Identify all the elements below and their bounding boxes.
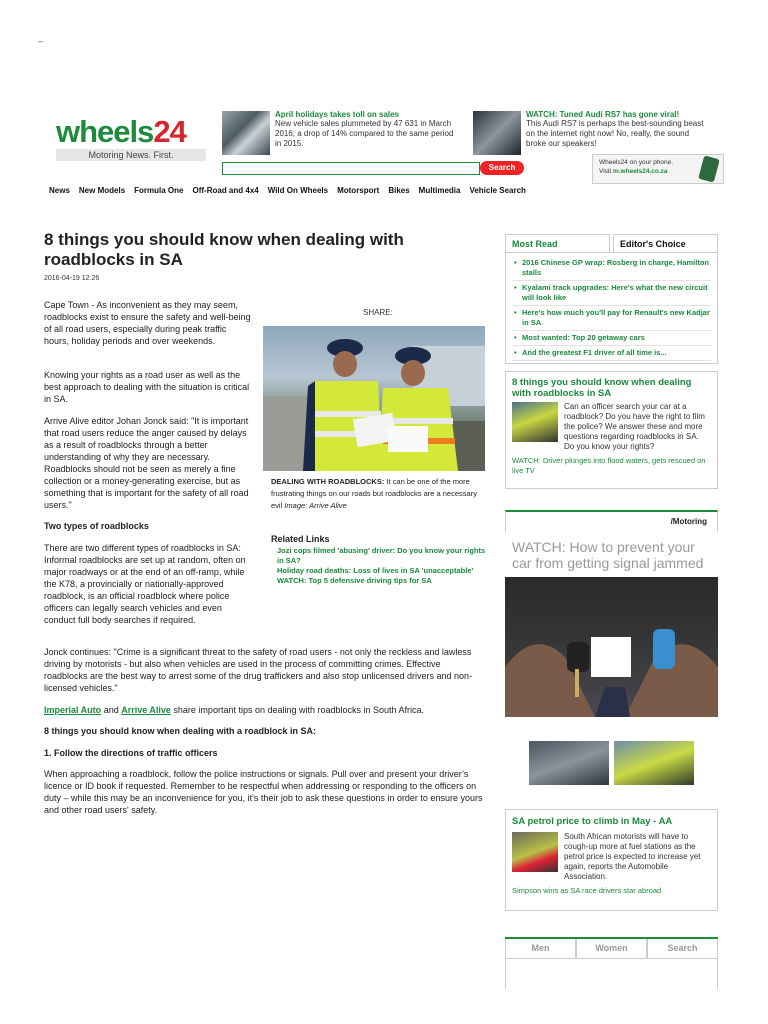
teaser-text: New vehicle sales plummeted by 47 631 in March 2016; a drop of 14% compared to the same period in 2015. (275, 119, 454, 148)
nav-wild-on-wheels[interactable]: Wild On Wheels (267, 186, 329, 195)
most-read-item[interactable]: • 2016 Chinese GP wrap: Rosberg in charge, Hamilton stalls (512, 256, 711, 281)
feature-box-petrol (505, 809, 718, 911)
article-subheading: 8 things you should know when dealing with a roadblock in SA: (44, 726, 317, 736)
article-photo (263, 326, 485, 471)
nav-vehicle-search[interactable]: Vehicle Search (469, 186, 526, 195)
nav-off-road[interactable]: Off-Road and 4x4 (192, 186, 259, 195)
feature-thumbnail[interactable] (512, 832, 558, 872)
teaser-text: This Audi RS7 is perhaps the best-sounding beast on the internet right now! No, really, the sound broke our speakers! (526, 119, 704, 148)
most-read-tabs (505, 234, 718, 252)
tab-men[interactable]: Men (505, 939, 576, 959)
article-paragraph: Jonck continues: "Crime is a significant threat to the safety of road users - not only the reckless and lawless driving by motorists - but also when vehicles are used in the process of committing crimes. Effective roadblocks are the best way to arrest some of the drug traffickers and also stop unlicensed drivers and non-licensed vehicles." (44, 647, 473, 693)
article-date: 2016-04-19 12:26 (44, 275, 100, 282)
teaser-image-sales[interactable] (222, 111, 270, 155)
mobile-site-banner[interactable] (592, 154, 724, 184)
tab-search[interactable]: Search (647, 939, 718, 959)
teaser-sales[interactable] (275, 110, 455, 149)
video-thumbnail-flood[interactable] (529, 741, 609, 785)
article-paragraph: Arrive Alive editor Johan Jonck said: "It is important that road users reduce the anger caused by delays as a result of roadblocks through a better understanding of why they are necessary. Roadblocks should not be seen as merely a fine collection or a money-generating exercise, but as something that is important for the safety of all road users." (44, 416, 249, 510)
related-link[interactable]: WATCH: Top 5 defensive driving tips for SA (277, 576, 432, 585)
video-player[interactable] (505, 577, 718, 717)
logo-wordmark: wheels24 (56, 114, 186, 149)
imperial-auto-link[interactable]: Imperial Auto (44, 705, 102, 715)
nav-formula-one[interactable]: Formula One (134, 186, 184, 195)
related-links-list (277, 546, 487, 586)
article-paragraph: Cape Town - As inconvenient as they may seem, roadblocks exist to ensure the safety and well-being of all road users, especially during peak traffic hours, holiday periods and over weekends. (44, 300, 251, 346)
feature-thumbnail[interactable] (512, 402, 558, 442)
most-read-item[interactable]: • Kyalami track upgrades: Here's what the new circuit will look like (512, 281, 711, 306)
most-read-item[interactable]: • Most wanted: Top 20 getaway cars (512, 331, 711, 346)
feature-box-roadblocks (505, 371, 718, 489)
feature-link[interactable]: Simpson wins as SA race drivers star abroad (512, 886, 662, 895)
feature-title[interactable]: SA petrol price to climb in May - AA (512, 816, 673, 827)
teaser-title[interactable]: April holidays takes toll on sales (275, 110, 400, 119)
mobile-line1: Wheels24 on your phone. (599, 159, 674, 166)
article-subheading: 1. Follow the directions of traffic officers (44, 748, 218, 758)
teaser-title[interactable]: WATCH: Tuned Audi RS7 has gone viral! (526, 110, 680, 119)
article-subheading: Two types of roadblocks (44, 521, 149, 531)
nav-new-models[interactable]: New Models (78, 186, 126, 195)
article-paragraph: Imperial Auto and Arrive Alive share important tips on dealing with roadblocks in South Africa. (44, 705, 425, 715)
main-nav (49, 186, 526, 195)
feature-link[interactable]: WATCH: Driver plunges into flood waters, gets rescued on live TV (512, 456, 706, 475)
video-thumbnail-roadblock[interactable] (614, 741, 694, 785)
photo-caption: DEALING WITH ROADBLOCKS: It can be one of the more frustrating things on our roads but roadblocks are a necessary evil Image: Arrive Alive (271, 477, 477, 510)
nav-multimedia[interactable]: Multimedia (418, 186, 461, 195)
related-link[interactable]: Jozi cops filmed 'abusing' driver: Do you know your rights in SA? (277, 546, 486, 565)
article-paragraph: When approaching a roadblock, follow the police instructions or signals. Pull over and present your driver’s licence or ID book if requested. Remember to be respectful when addressing or responding to the officers on duty – while this may be an inconvenience for you, it's their job to ask these questions in order to ensure yours and other road users' safety. (44, 769, 483, 815)
nav-bikes[interactable]: Bikes (388, 186, 410, 195)
tab-editors-choice[interactable]: Editor's Choice (613, 234, 718, 252)
nav-motorsport[interactable]: Motorsport (337, 186, 380, 195)
share-label: SHARE: (363, 308, 393, 317)
search-input[interactable] (222, 162, 480, 175)
wheels24-logo[interactable] (56, 116, 206, 164)
roadblock-officers-image (263, 326, 485, 471)
mobile-line2: Visit m.wheels24.co.za (599, 168, 668, 175)
feature-body (512, 832, 711, 882)
feature-text: South African motorists will have to cough-up more at fuel stations as the petrol price is expected to increase yet again, reports the Automobile Association. (564, 832, 701, 881)
article-title: 8 things you should know when dealing with roadblocks in SA (44, 230, 404, 269)
video-play-overlay[interactable] (591, 637, 631, 677)
feature-title[interactable]: 8 things you should know when dealing with roadblocks in SA (512, 377, 692, 399)
arrive-alive-link[interactable]: Arrive Alive (121, 705, 171, 715)
article-paragraph: Knowing your rights as a road user as well as the best approach to dealing with the situation is critical in SA. (44, 370, 250, 404)
related-link[interactable]: Holiday road deaths: Loss of lives in SA 'unacceptable' (277, 566, 474, 575)
most-read-item[interactable]: • Here's how much you'll pay for Renault's new Kadjar in SA (512, 306, 711, 331)
article-paragraph: There are two different types of roadblocks in SA: Informal roadblocks are set up at random, often on major roadways or at the end of an off-ramp, while the K78, a provincially or nationally-approved roadblock, is an official roadblock where police officers can legally search vehicles and even conduct full body searches if required. (44, 543, 246, 625)
video-section-label[interactable]: /Motoring (505, 510, 718, 532)
teaser-image-audi[interactable] (473, 111, 521, 155)
top-mark: – (38, 36, 44, 46)
teaser-audi[interactable] (526, 110, 706, 149)
feature-body (512, 402, 711, 452)
most-read-list (505, 252, 718, 364)
most-read-item[interactable]: • And the greatest F1 driver of all time is... (512, 346, 711, 361)
tab-most-read[interactable]: Most Read (505, 234, 610, 252)
related-links-heading: Related Links (271, 534, 330, 544)
video-title[interactable]: WATCH: How to prevent your car from getting signal jammed (512, 539, 704, 571)
search-button[interactable]: Search (480, 161, 524, 175)
logo-tagline: Motoring News. First. (56, 149, 206, 161)
nav-news[interactable]: News (49, 186, 70, 195)
bottom-tabs (505, 937, 718, 959)
tab-women[interactable]: Women (576, 939, 647, 959)
bottom-tab-panel (505, 959, 718, 989)
feature-text: Can an officer search your car at a roadblock? Do you have the right to film the police? We answer these and more questions regarding roadblocks in SA. Do you know your rights? (564, 402, 705, 451)
